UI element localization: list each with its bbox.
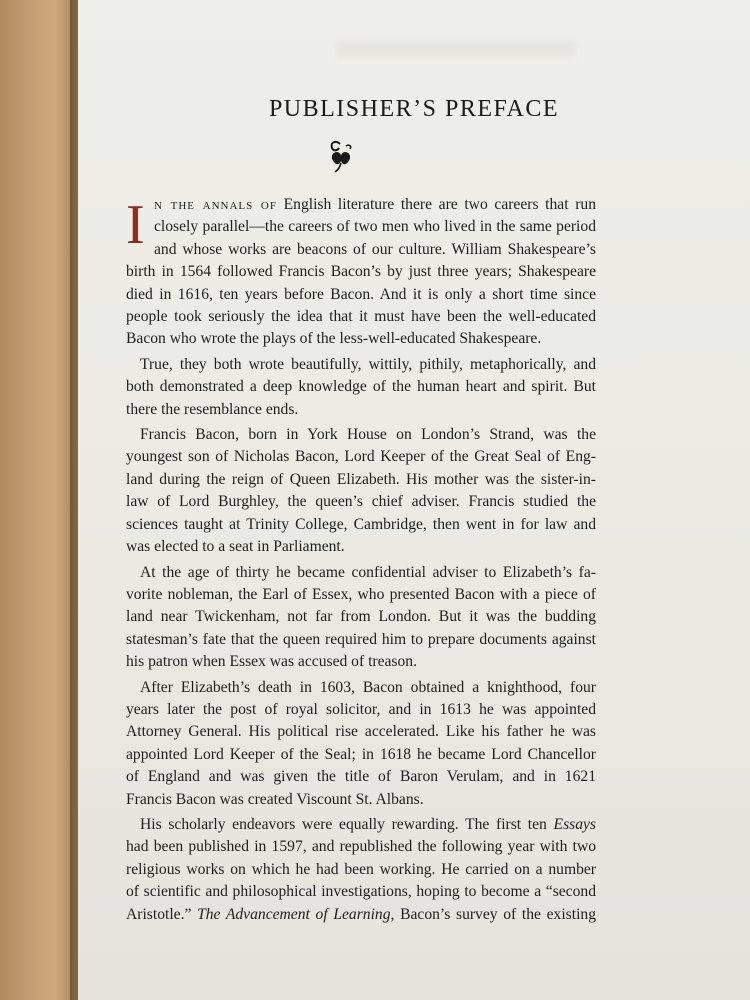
- facing-page-edge: [0, 0, 78, 1000]
- drop-cap: I: [126, 194, 145, 256]
- preface-text: [126, 194, 596, 926]
- text-line: Bacon who wrote the plays of the less-well-educated Shakespeare.: [126, 330, 542, 348]
- show-through-text: [336, 42, 576, 58]
- text-line: religious works on which he had been working. He carried on a number: [126, 860, 596, 878]
- text-line: appointed Lord Keeper of the Seal; in 1618 he became Lord Chancellor: [126, 745, 596, 763]
- text-line: His scholarly endeavors were equally rewarding. The first ten Essays: [140, 815, 596, 833]
- paragraph-4: [126, 562, 596, 674]
- text-line: land near Twickenham, not far from London. But it was the budding: [126, 608, 596, 626]
- text-line: closely parallel—the careers of two men who lived in the same period: [154, 218, 596, 236]
- text-line: law of Lord Burghley, the queen’s chief adviser. Francis studied the: [126, 493, 596, 511]
- paragraph-6: [126, 814, 596, 926]
- text-line: was elected to a seat in Parliament.: [126, 538, 345, 556]
- paragraph-5: [126, 677, 596, 811]
- text-line: land during the reign of Queen Elizabeth. His mother was the sister-in-: [126, 470, 596, 488]
- text-line: True, they both wrote beautifully, wittily, pithily, metaphorically, and: [140, 355, 596, 373]
- text-line: Attorney General. His political rise accelerated. Like his father he was: [126, 723, 596, 741]
- text-line: birth in 1564 followed Francis Bacon’s by just three years; Shakespeare: [126, 263, 596, 281]
- text-line: Francis Bacon, born in York House on London’s Strand, was the: [140, 426, 596, 444]
- text-line: years later the post of royal solicitor, and in 1613 he was appointed: [126, 700, 596, 718]
- text-line: and whose works are beacons of our culture. William Shakespeare’s: [154, 240, 596, 258]
- text-line: statesman’s fate that the queen required him to prepare documents against: [126, 630, 596, 648]
- text-line: At the age of thirty he became confidential adviser to Elizabeth’s fa-: [140, 563, 596, 581]
- text-line: of scientific and philosophical investigations, hoping to become a “second: [126, 883, 596, 901]
- paragraph-2: [126, 354, 596, 421]
- text-line: Aristotle.” The Advancement of Learning, Bacon’s survey of the existing: [126, 905, 597, 923]
- text-line: died in 1616, ten years before Bacon. And it is only a short time since: [126, 285, 596, 303]
- book-page: [78, 0, 750, 1000]
- small-caps-lead: n the annals of: [154, 196, 277, 213]
- paragraph-3: [126, 424, 596, 558]
- text-line: n the annals of English literature there are two careers that run: [154, 196, 597, 213]
- text-line: vorite nobleman, the Earl of Essex, who presented Bacon with a piece of: [126, 585, 596, 603]
- text-line: there the resemblance ends.: [126, 400, 299, 418]
- text-line: both demonstrated a deep knowledge of the human heart and spirit. But: [126, 378, 596, 396]
- text-line: his patron when Essex was accused of treason.: [126, 653, 417, 671]
- paragraph-1: [126, 194, 596, 351]
- text-line: sciences taught at Trinity College, Cambridge, then went in for law and: [126, 515, 596, 533]
- page-title: PUBLISHER’S PREFACE: [268, 96, 560, 122]
- text-line: people took seriously the idea that it must have been the well-educated: [126, 308, 596, 326]
- text-line: After Elizabeth’s death in 1603, Bacon obtained a knighthood, four: [140, 678, 596, 696]
- italic-title-essays: Essays: [553, 815, 596, 833]
- fleuron-icon: [326, 140, 356, 174]
- text-line: had been published in 1597, and republished the following year with two: [126, 838, 596, 856]
- text-line: youngest son of Nicholas Bacon, Lord Keeper of the Great Seal of Eng-: [126, 448, 596, 466]
- italic-title-advancement: The Advancement of Learning: [197, 905, 391, 923]
- text-line: Francis Bacon was created Viscount St. Albans.: [126, 790, 424, 808]
- text-line: of England and was given the title of Baron Verulam, and in 1621: [126, 768, 596, 786]
